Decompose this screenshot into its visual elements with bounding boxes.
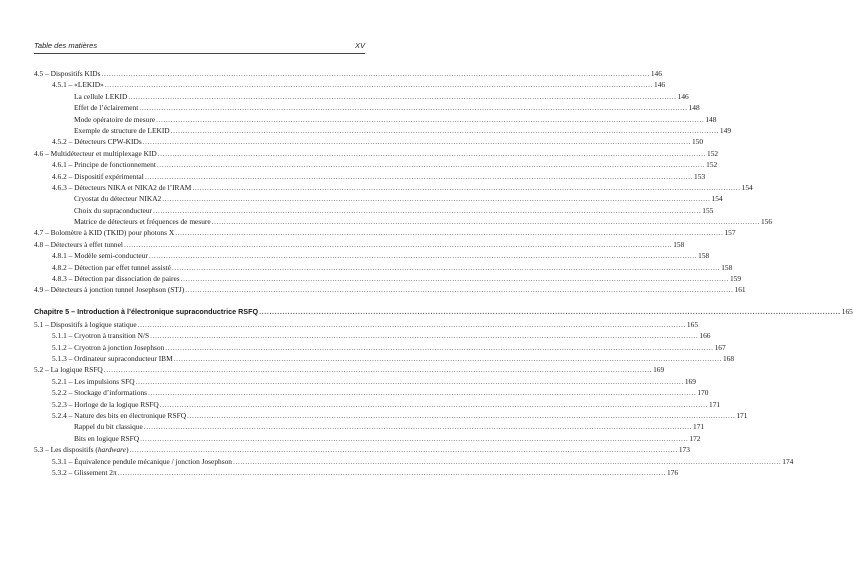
toc-entry-title-text: 4.9 – Détecteurs à jonction tunnel Josephson (STJ) xyxy=(34,285,185,295)
toc-entry-title xyxy=(52,467,117,478)
running-title: Table des matières xyxy=(34,41,98,50)
toc-page-number: 146 xyxy=(677,91,689,101)
toc-entry-title-text: 5.3 – Les dispositifs ( xyxy=(34,445,98,455)
toc-entry[interactable] xyxy=(34,125,732,136)
dot-leader: ................................................................................................................................................................................................................................ xyxy=(139,103,688,113)
toc-page-number: 158 xyxy=(721,262,733,272)
toc-entry-title xyxy=(52,273,180,284)
dot-leader: ................................................................................................................................................................................................................................ xyxy=(175,228,724,238)
toc-entry[interactable] xyxy=(34,273,742,284)
toc-page-number: 169 xyxy=(653,365,665,375)
toc-page-number: 170 xyxy=(697,388,709,398)
dot-leader: ................................................................................................................................................................................................................................ xyxy=(140,433,689,443)
toc-entry-title-text: 5.3.1 – Équivalence pendule mécanique / jonction Josephson xyxy=(52,456,232,466)
toc-entry-title xyxy=(52,250,148,261)
toc-entry-title-text: 4.7 – Bolomètre à KID (TKID) pour photons X xyxy=(34,228,175,238)
toc-entry-title-text: Matrice de détecteurs et fréquences de mesure xyxy=(74,217,211,227)
toc-page-number: 153 xyxy=(694,171,706,181)
dot-leader: ................................................................................................................................................................................................................................ xyxy=(187,410,736,420)
toc-page-number: 173 xyxy=(678,445,690,455)
dot-leader: ................................................................................................................................................................................................................................ xyxy=(128,91,677,101)
chapter-spacer xyxy=(34,296,365,305)
toc-page-number: 152 xyxy=(706,160,718,170)
toc-entry-title-text: 4.6.2 – Dispositif expérimental xyxy=(52,171,144,181)
dot-leader: ................................................................................................................................................................................................................................ xyxy=(156,114,705,124)
dot-leader: ................................................................................................................................................................................................................................ xyxy=(180,274,729,284)
toc-entry[interactable] xyxy=(34,171,706,182)
toc-entry-title-text: Rappel du bit classique xyxy=(74,422,143,432)
page-number-roman: XV xyxy=(354,41,365,50)
dot-leader: ................................................................................................................................................................................................................................ xyxy=(153,205,702,215)
toc-entry-title xyxy=(34,284,184,295)
toc-entry[interactable] xyxy=(34,364,665,375)
toc-chapter-entry[interactable] xyxy=(34,305,853,319)
toc-entry-title xyxy=(52,387,147,398)
dot-leader: ................................................................................................................................................................................................................................ xyxy=(148,388,697,398)
toc-page-number: 156 xyxy=(760,217,773,227)
toc-entry[interactable] xyxy=(34,239,685,250)
toc-entry-title-text: 4.6.3 – Détecteurs NIKA et NIKA2 de l’IRAM xyxy=(52,182,192,192)
toc-entry-title xyxy=(74,216,211,227)
dot-leader: ................................................................................................................................................................................................................................ xyxy=(117,467,666,477)
toc-page-number: 171 xyxy=(709,399,721,409)
toc-entry[interactable] xyxy=(34,284,746,295)
toc-entry-title xyxy=(52,171,144,182)
toc-entry-title-text: 4.8.1 – Modèle semi-conducteur xyxy=(52,251,148,261)
toc-entry[interactable] xyxy=(34,444,690,455)
toc-entry-title xyxy=(74,193,161,204)
toc-entry[interactable] xyxy=(34,433,701,444)
toc-entry[interactable] xyxy=(34,467,679,478)
toc-entry-title xyxy=(34,227,174,238)
toc-entry-title xyxy=(52,262,171,273)
dot-leader: ................................................................................................................................................................................................................................ xyxy=(157,148,707,158)
toc-entry-title-text: Mode opératoire de mesure xyxy=(74,114,156,124)
toc-entry-title-text: 4.6 – Multidétecteur et multiplexage KID xyxy=(34,148,157,158)
toc-entry-title-text: 5.1.3 – Ordinateur supraconducteur IBM xyxy=(52,353,173,363)
dot-leader: ................................................................................................................................................................................................................................ xyxy=(104,80,654,90)
toc-entry-title-text: Bits en logique RSFQ xyxy=(74,433,140,443)
toc-entry[interactable] xyxy=(34,102,700,113)
dot-leader: ................................................................................................................................................................................................................................ xyxy=(159,399,709,409)
toc-entry-title xyxy=(74,205,152,216)
toc-page-number: 148 xyxy=(705,114,717,124)
toc-entry-title-suffix: ) xyxy=(126,445,129,455)
toc-entry-title-text: Choix du supraconducteur xyxy=(74,205,152,215)
toc-entry[interactable] xyxy=(34,262,733,273)
toc-page-number: 154 xyxy=(711,194,723,204)
dot-leader: ................................................................................................................................................................................................................................ xyxy=(233,456,782,466)
toc-entry-title xyxy=(74,102,138,113)
toc-page-number: 165 xyxy=(686,319,699,329)
page-header xyxy=(34,41,365,50)
toc-entry-title xyxy=(34,319,137,330)
toc-entry-title-text: 4.5.1 – «LEKID» xyxy=(52,80,104,90)
toc-entry-title-text: 4.5 – Dispositifs KIDs xyxy=(34,69,101,78)
toc-entry[interactable] xyxy=(34,250,710,261)
toc-page-number: 148 xyxy=(688,103,700,113)
toc-page-number: 149 xyxy=(719,125,732,135)
dot-leader: ................................................................................................................................................................................................................................ xyxy=(103,365,653,375)
toc-entry[interactable] xyxy=(34,410,748,421)
toc-entry-title xyxy=(74,125,170,136)
toc-entry-title-italic: hardware xyxy=(97,445,127,455)
dot-leader: ................................................................................................................................................................................................................................ xyxy=(170,125,719,135)
toc-entry-title-text: 5.2.4 – Nature des bits en électronique RSFQ xyxy=(52,410,187,420)
toc-entry-title-text: 5.3.2 – Glissement 2π xyxy=(52,467,117,477)
toc-page-number: 169 xyxy=(684,376,696,386)
dot-leader: ................................................................................................................................................................................................................................ xyxy=(144,171,694,181)
toc-page-number: 174 xyxy=(782,456,794,466)
header-rule xyxy=(34,53,365,54)
toc-page-number: 159 xyxy=(729,274,742,284)
toc-entry-title xyxy=(52,399,159,410)
dot-leader: ................................................................................................................................................................................................................................ xyxy=(211,217,760,227)
dot-leader: ................................................................................................................................................................................................................................ xyxy=(185,285,734,295)
toc-entry-title xyxy=(34,364,103,375)
dot-leader: ................................................................................................................................................................................................................................ xyxy=(173,353,722,363)
toc-entry[interactable] xyxy=(34,114,717,125)
toc-page-number: 157 xyxy=(724,228,736,238)
toc-entry[interactable] xyxy=(34,136,704,147)
toc-entry-title xyxy=(74,91,127,102)
toc-entry-title xyxy=(34,239,123,250)
dot-leader: ................................................................................................................................................................................................................................ xyxy=(135,376,684,386)
toc-entry-title-text: 5.1 – Dispositifs à logique statique xyxy=(34,319,137,329)
toc-entry-title xyxy=(52,456,232,467)
toc-entry-title xyxy=(52,342,164,353)
dot-leader: ................................................................................................................................................................................................................................ xyxy=(123,239,673,249)
toc-entry-title xyxy=(52,330,149,341)
toc-entry-title xyxy=(52,182,191,193)
toc-entry-title-text: 5.1.1 – Cryotron à transition N/S xyxy=(52,331,150,341)
toc-page-number: 155 xyxy=(702,205,714,215)
toc-entry-title-text: Effet de l’éclairement xyxy=(74,103,139,113)
toc-entry-title-text: 4.8.3 – Détection par dissociation de paires xyxy=(52,274,180,284)
toc-entry-title xyxy=(52,79,104,90)
toc-entry-title-text: Chapitre 5 – Introduction à l’électronique supraconductrice RSFQ xyxy=(34,306,259,316)
toc-entry[interactable] xyxy=(34,193,723,204)
toc-entry[interactable] xyxy=(34,399,721,410)
toc-entry-title xyxy=(74,114,155,125)
toc-page-number: 154 xyxy=(741,182,753,192)
toc-entry-title-text: 5.2 – La logique RSFQ xyxy=(34,365,103,375)
toc-entry[interactable] xyxy=(34,148,719,159)
toc-entry-title xyxy=(34,305,258,319)
toc-entry[interactable] xyxy=(34,353,735,364)
toc-entry-title xyxy=(52,376,135,387)
toc-page-number: 158 xyxy=(673,239,685,249)
dot-leader: ................................................................................................................................................................................................................................ xyxy=(165,342,714,352)
toc-entry[interactable] xyxy=(34,456,794,467)
toc-entry[interactable] xyxy=(34,319,699,330)
toc-entry-title-text: Cryostat du détecteur NIKA2 xyxy=(74,194,162,204)
dot-leader: ................................................................................................................................................................................................................................ xyxy=(150,331,699,341)
toc-entry-title xyxy=(52,136,142,147)
dot-leader: ................................................................................................................................................................................................................................ xyxy=(171,262,721,272)
dot-leader: ................................................................................................................................................................................................................................ xyxy=(148,251,698,261)
toc-entry[interactable] xyxy=(34,182,753,193)
toc-page-number: 168 xyxy=(722,353,735,363)
dot-leader: ................................................................................................................................................................................................................................ xyxy=(259,306,841,316)
toc-page-number: 171 xyxy=(736,410,748,420)
toc-entry-title-text: 4.8.2 – Détection par effet tunnel assisté xyxy=(52,262,171,272)
toc-entry[interactable] xyxy=(34,79,666,90)
dot-leader: ................................................................................................................................................................................................................................ xyxy=(137,319,686,329)
toc-entry-title-text: 4.6.1 – Principe de fonctionnement xyxy=(52,160,156,170)
dot-leader: ................................................................................................................................................................................................................................ xyxy=(101,69,650,78)
dot-leader: ................................................................................................................................................................................................................................ xyxy=(143,422,693,432)
toc-entry-title xyxy=(34,148,157,159)
toc-page-number: 167 xyxy=(714,342,726,352)
toc-entry-title-text: Exemple de structure de LEKID xyxy=(74,125,170,135)
toc-entry[interactable] xyxy=(34,387,709,398)
toc-entry-title-text: La cellule LEKID xyxy=(74,91,128,101)
toc-page-number: 152 xyxy=(707,148,719,158)
toc-entry[interactable] xyxy=(34,330,711,341)
toc-entry[interactable] xyxy=(34,342,726,353)
dot-leader: ................................................................................................................................................................................................................................ xyxy=(192,182,741,192)
toc-entry[interactable] xyxy=(34,205,714,216)
toc-entry-title xyxy=(74,433,139,444)
toc-page-number: 171 xyxy=(693,422,705,432)
dot-leader: ................................................................................................................................................................................................................................ xyxy=(129,445,678,455)
toc-entry-title-text: 5.1.2 – Cryotron à jonction Josephson xyxy=(52,342,165,352)
toc-entry-title-text: 5.2.1 – Les impulsions SFQ xyxy=(52,376,135,386)
toc-entry[interactable] xyxy=(34,227,736,238)
toc-entry-title xyxy=(52,410,186,421)
table-of-contents xyxy=(34,68,853,478)
toc-entry-title xyxy=(34,68,101,79)
toc-entry-title-text: 5.2.3 – Horloge de la logique RSFQ xyxy=(52,399,159,409)
toc-page-number: 158 xyxy=(698,251,710,261)
toc-page-number: 161 xyxy=(734,285,746,295)
toc-entry[interactable] xyxy=(34,68,662,79)
toc-entry[interactable] xyxy=(34,216,773,227)
toc-page-number: 172 xyxy=(689,433,701,443)
toc-entry-title xyxy=(52,159,156,170)
toc-entry-title xyxy=(34,444,129,455)
toc-entry-title-text: 4.5.2 – Détecteurs CPW-KIDs xyxy=(52,137,142,147)
toc-entry-title-text: 5.2.2 – Stockage d’informations xyxy=(52,388,148,398)
toc-entry-title xyxy=(74,421,143,432)
toc-page-number: 146 xyxy=(654,80,666,90)
toc-page-number: 176 xyxy=(666,467,679,477)
toc-page-number: 165 xyxy=(841,306,853,316)
toc-entry[interactable] xyxy=(34,91,689,102)
dot-leader: ................................................................................................................................................................................................................................ xyxy=(162,194,711,204)
toc-page-number: 146 xyxy=(650,69,662,78)
toc-entry-title-text: 4.8 – Détecteurs à effet tunnel xyxy=(34,239,123,249)
dot-leader: ................................................................................................................................................................................................................................ xyxy=(142,137,691,147)
toc-entry-title xyxy=(52,353,173,364)
dot-leader: ................................................................................................................................................................................................................................ xyxy=(156,160,706,170)
toc-entry[interactable] xyxy=(34,421,705,432)
toc-page-number: 150 xyxy=(691,137,704,147)
toc-entry[interactable] xyxy=(34,159,718,170)
toc-entry[interactable] xyxy=(34,376,696,387)
toc-page-number: 166 xyxy=(699,331,711,341)
